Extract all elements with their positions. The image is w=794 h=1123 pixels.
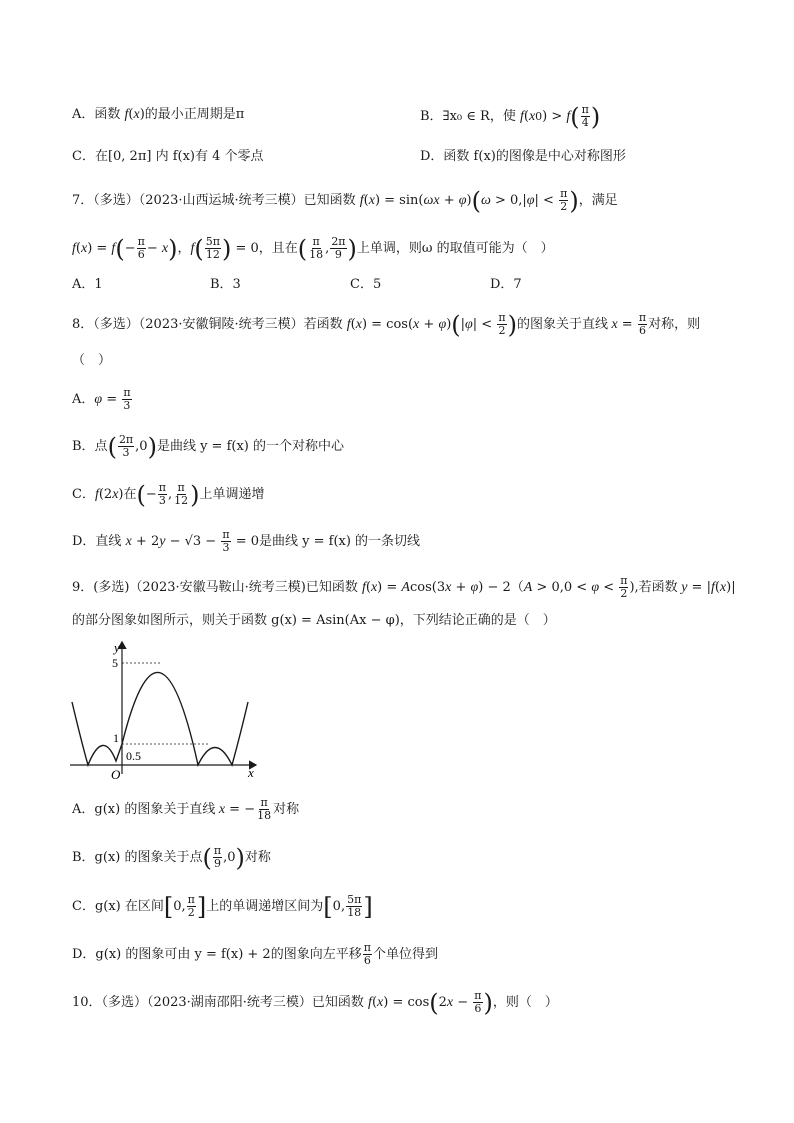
q10-stem: 10．（多选）（2023·湖南邵阳·统考三模）已知函数 f(x) = cos(2x − $\frac{\pi}{6}$ )，则（ ） bbox=[72, 988, 558, 1017]
q9-option-b: B．g(x) 的图象关于点( $\frac{\pi}{9}$ ,0)对称 bbox=[72, 843, 271, 872]
q8-option-c: C．f(2x)在(− $\frac{\pi}{3}$ , $\frac{\pi}{12}$ )上单调递增 bbox=[72, 480, 265, 509]
q9-option-d: D．g(x) 的图象可由 y = f(x) + 2的图象向左平移 $\frac{\pi}{6}$ 个单位得到 bbox=[72, 941, 438, 967]
tick-label-0-5: 0.5 bbox=[126, 749, 141, 763]
x-axis-label: x bbox=[248, 765, 254, 780]
q8-option-b: B．点( $\frac{2\pi}{3}$ ,0)是曲线 y = f(x) 的一个对称中心 bbox=[72, 432, 345, 461]
q6-option-c: C．在[0, 2π] 内 f(x)有 4 个零点 bbox=[72, 149, 264, 164]
origin-label: O bbox=[111, 767, 121, 782]
q9-graph bbox=[68, 636, 268, 786]
q9-option-c: C．g(x) 在区间[0, $\frac{\pi}{2}$ ]上的单调递增区间为[0, $\frac{5\pi}{18}$ ] bbox=[72, 892, 373, 921]
q7-option-d: D．7 bbox=[490, 277, 522, 292]
q7-option-a: A．1 bbox=[72, 277, 103, 292]
q6-row-cd bbox=[72, 146, 626, 168]
q7-options bbox=[72, 274, 522, 296]
q6-row-ab bbox=[72, 102, 601, 131]
q7-stem-line2: f(x) = f(− $\frac{\pi}{6}$ − x)，f( $\frac{5\pi}{12}$ ) = 0，且在( $\frac{\pi}{18}$ , $\frac{2\pi}{9}$ )上单调，则ω 的取值可能为（ ） bbox=[72, 234, 554, 263]
q8-stem-line1: 8．（多选）（2023·安徽铜陵·统考三模）若函数 f(x) = cos(x + φ)(|φ| < $\frac{\pi}{2}$ )的图象关于直线 x = $\frac{\pi}{6}$ 对称，则 bbox=[72, 310, 701, 339]
q8-stem-line2: （ ） bbox=[72, 353, 112, 368]
y-axis-label: y bbox=[114, 640, 120, 655]
graph-curve bbox=[72, 672, 248, 765]
q7-option-b: B．3 bbox=[210, 277, 241, 292]
tick-label-5: 5 bbox=[112, 656, 118, 670]
q9-option-a: A．g(x) 的图象关于直线 x = − $\frac{\pi}{18}$ 对称 bbox=[72, 796, 300, 822]
q9-stem-line1: 9．(多选)（2023·安徽马鞍山·统考三模)已知函数 f(x) = Acos(3x + φ) − 2（A > 0,0 < φ < $\frac{\pi}{2}$ ),若函数 y = |f(x)| bbox=[72, 574, 736, 600]
q7-stem-line1: 7．（多选）（2023·山西运城·统考三模）已知函数 f(x) = sin(ωx + φ)(ω > 0,|φ| < $\frac{\pi}{2}$ )，满足 bbox=[72, 186, 618, 215]
q6-option-a: A．函数 f(x)的最小正周期是π bbox=[72, 107, 245, 122]
q8-option-d: D．直线 x + 2y − √3 − $\frac{\pi}{3}$ = 0是曲线 y = f(x) 的一条切线 bbox=[72, 528, 421, 554]
q6-option-d: D．函数 f(x)的图像是中心对称图形 bbox=[420, 149, 626, 164]
q8-option-a: A．φ = $\frac{\pi}{3}$ bbox=[72, 386, 131, 412]
q7-option-c: C．5 bbox=[350, 277, 382, 292]
tick-label-1: 1 bbox=[113, 731, 119, 745]
q6-option-b: B．∃x₀ ∈ R，使 f(x0) > f( $\frac{\pi}{4}$ ) bbox=[420, 102, 601, 131]
q9-stem-line2: 的部分图象如图所示，则关于函数 g(x) = Asin(Ax − φ)，下列结论正确的是（ ） bbox=[72, 613, 556, 628]
